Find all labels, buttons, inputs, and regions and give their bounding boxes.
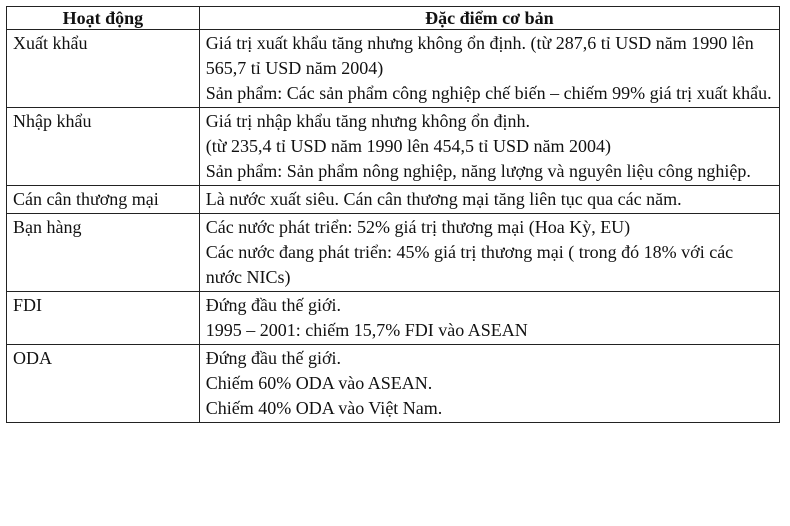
cell-line: Đứng đầu thế giới. [205, 348, 341, 368]
cell-line: Các nước đang phát triển: 45% giá trị thương mại ( trong đó 18% với các nước NICs) [205, 242, 734, 287]
cell-line: (từ 235,4 tỉ USD năm 1990 lên 454,5 tỉ USD năm 2004) [205, 136, 611, 156]
table-row [7, 214, 780, 292]
cell-line: Sản phẩm: Các sản phẩm công nghiệp chế biến – chiếm 99% giá trị xuất khẩu. [205, 83, 772, 103]
activity-cell: ODA [7, 345, 200, 423]
cell-line: Chiếm 40% ODA vào Việt Nam. [205, 398, 443, 418]
cell-line: Sản phẩm: Sản phẩm nông nghiệp, năng lượng và nguyên liệu công nghiệp. [205, 161, 751, 181]
characteristics-cell [199, 108, 779, 186]
cell-line: Chiếm 60% ODA vào ASEAN. [205, 373, 433, 393]
activity-cell: Xuất khẩu [7, 30, 200, 108]
characteristics-cell [199, 214, 779, 292]
table-row [7, 30, 780, 108]
cell-line: Là nước xuất siêu. Cán cân thương mại tăng liên tục qua các năm. [205, 189, 682, 209]
characteristics-cell [199, 186, 779, 214]
table-row [7, 292, 780, 345]
header-activity: Hoạt động [7, 7, 200, 30]
cell-line: Đứng đầu thế giới. [205, 295, 341, 315]
cell-line: 1995 – 2001: chiếm 15,7% FDI vào ASEAN [205, 320, 528, 340]
activity-cell: Cán cân thương mại [7, 186, 200, 214]
trade-characteristics-table [6, 6, 780, 423]
table-row [7, 186, 780, 214]
characteristics-cell [199, 292, 779, 345]
cell-line: Các nước phát triển: 52% giá trị thương mại (Hoa Kỳ, EU) [205, 217, 631, 237]
activity-cell: Bạn hàng [7, 214, 200, 292]
activity-cell: Nhập khẩu [7, 108, 200, 186]
characteristics-cell [199, 30, 779, 108]
table-row [7, 108, 780, 186]
cell-line: Giá trị xuất khẩu tăng nhưng không ổn định. (từ 287,6 tỉ USD năm 1990 lên 565,7 tỉ USD năm 2004) [205, 33, 754, 78]
table-row [7, 345, 780, 423]
activity-cell: FDI [7, 292, 200, 345]
header-characteristics: Đặc điểm cơ bản [199, 7, 779, 30]
table-header-row [7, 7, 780, 30]
cell-line: Giá trị nhập khẩu tăng nhưng không ổn định. [205, 111, 530, 131]
characteristics-cell [199, 345, 779, 423]
